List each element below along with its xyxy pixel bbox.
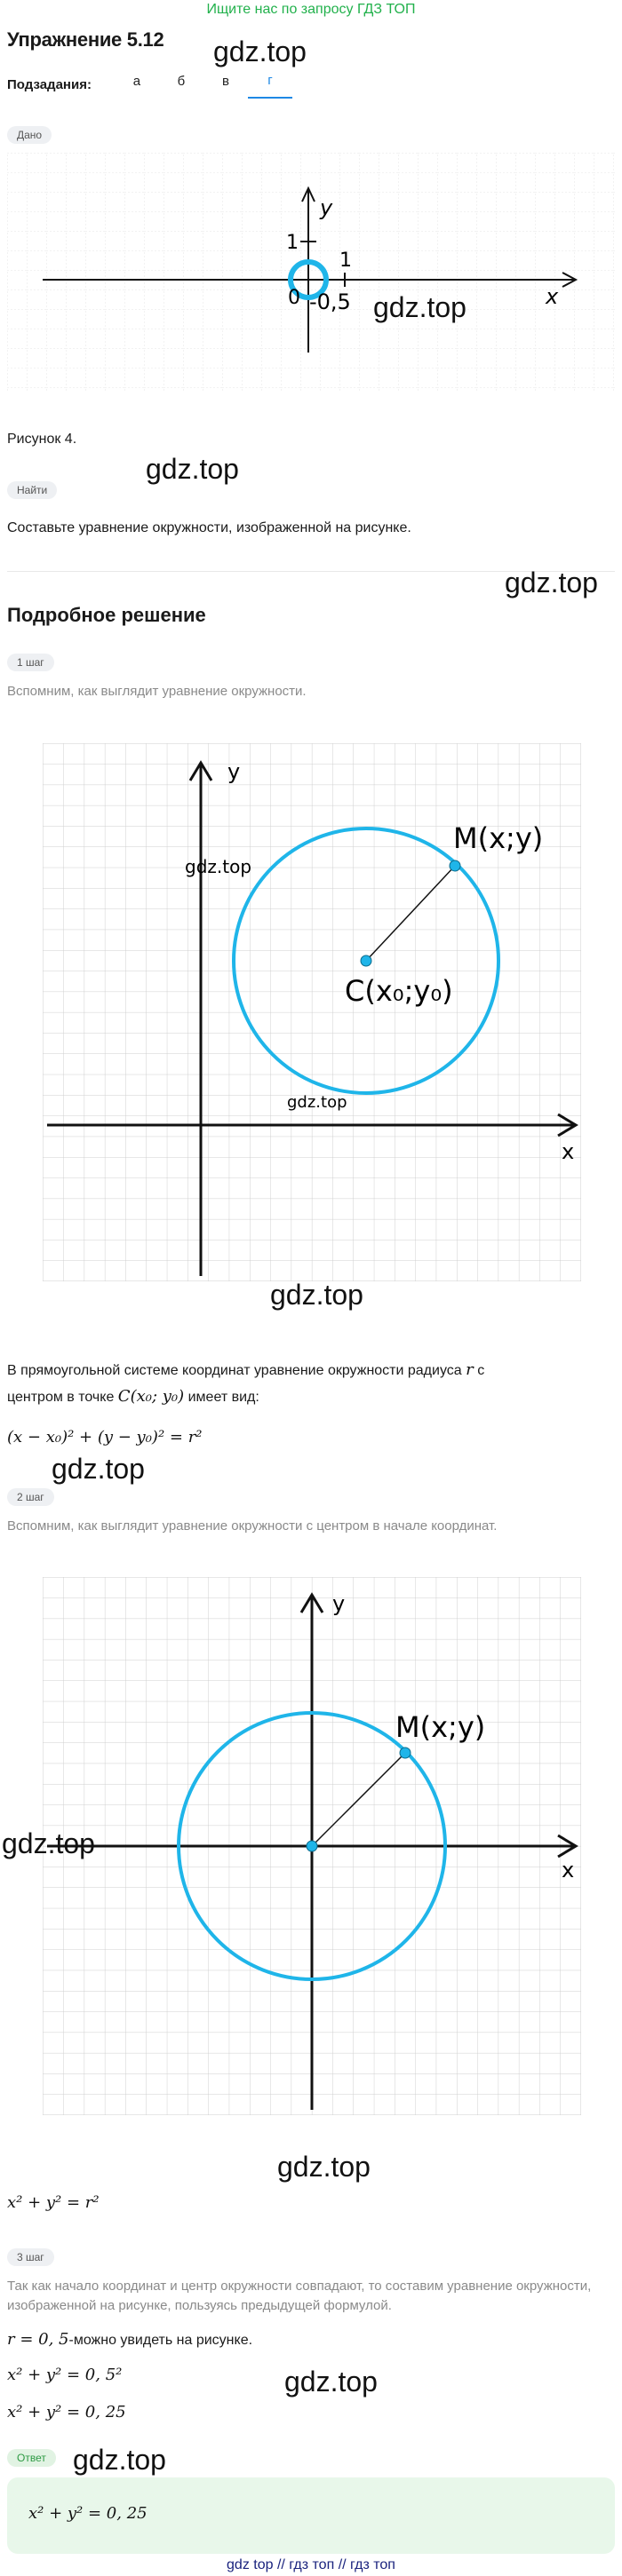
fig2-x-label: x [562,1858,575,1882]
fig2-point-label: M(x;y) [395,1710,486,1744]
equation-step-1: x² + y² = 0, 5² [7,2366,123,2384]
given-tick-y-label: 1 [286,232,299,254]
step-1-para-1: В прямоугольной системе координат уравнение окружности радиуса [7,1363,462,1378]
fig1-center-label: C(x₀;y₀) [345,974,453,1008]
step-3-pill: 3 шаг [7,2248,54,2266]
subtask-tab-b[interactable]: б [177,74,186,89]
step-1-paragraph [7,1360,484,1379]
step-1-para-point: C(x₀; y₀) [117,1387,185,1406]
subtasks-bar [7,71,292,99]
solution-title: Подробное решение [7,604,206,626]
center-point [361,955,371,966]
origin-circle-equation: x² + y² = r² [7,2193,100,2212]
watermark: gdz.top [277,2151,371,2183]
given-figure [7,153,615,392]
given-radius-label: -0,5 [309,289,351,314]
watermark: gdz.top [146,453,239,485]
given-origin-label: 0 [288,287,300,309]
figure-watermark: gdz.top [287,1093,347,1112]
subtasks-label: Подзадания: [7,77,92,92]
fig1-x-label: x [562,1139,575,1164]
step-1-figure [43,743,581,1281]
step-2-figure [43,1577,581,2115]
watermark: gdz.top [2,1827,95,1859]
step-1-para-var: r [466,1360,474,1379]
watermark: gdz.top [73,2444,166,2476]
answer-formula: x² + y² = 0, 25 [28,2504,148,2523]
step-3-text: Так как начало координат и центр окружности совпадают, то составим уравнение окружности, изображенной на рисунке, пользуясь предыдущей формулой. [7,2279,592,2313]
answer-box [7,2477,615,2554]
step-2-pill: 2 шаг [7,1488,54,1506]
footer-links[interactable]: gdz top // гдз топ // гдз топ [227,2557,395,2572]
step-1-para-4: имеет вид: [187,1390,259,1405]
watermark: gdz.top [373,291,466,323]
figure-caption: Рисунок 4. [7,432,77,447]
watermark: gdz.top [213,36,307,67]
fig1-y-label: y [227,759,241,784]
step-1-pill: 1 шаг [7,654,54,671]
circle-equation: (x − x₀)² + (y − y₀)² = r² [7,1428,203,1447]
fig2-y-label: y [332,1591,346,1616]
subtask-tab-v[interactable]: в [221,74,229,89]
step-1-para-3: центром в точке [7,1390,115,1405]
circle-point [450,860,460,871]
step-1-text: Вспомним, как выглядит уравнение окружности. [7,684,307,699]
radius-value: r = 0, 5 [7,2330,69,2349]
center-point [307,1841,317,1851]
equation-step-2: x² + y² = 0, 25 [7,2403,126,2421]
answer-pill: Ответ [7,2449,56,2467]
top-banner[interactable]: Ищите нас по запросу ГДЗ ТОП [206,2,416,17]
subtask-tab-a[interactable]: а [132,74,141,89]
watermark: gdz.top [284,2366,378,2398]
subtask-tab-g[interactable]: г [248,71,292,99]
given-pill: Дано [7,126,52,144]
fig1-point-label: M(x;y) [453,821,544,855]
given-y-label: y [320,195,333,220]
radius-line-text [7,2330,252,2349]
exercise-title: Упражнение 5.12 [7,28,164,51]
grid [7,153,615,392]
task-text: Составьте уравнение окружности, изображенной на рисунке. [7,520,411,535]
radius-explanation: -можно увидеть на рисунке. [68,2333,253,2348]
watermark: gdz.top [270,1279,363,1311]
watermark: gdz.top [52,1453,145,1485]
step-1-para-2: с [477,1363,485,1378]
circle-point [400,1748,411,1758]
step-2-text: Вспомним, как выглядит уравнение окружности с центром в начале координат. [7,1518,498,1534]
step-1-paragraph-line2 [7,1387,259,1406]
find-pill: Найти [7,481,57,499]
watermark: gdz.top [505,567,598,598]
given-tick-x-label: 1 [339,250,352,272]
figure-watermark: gdz.top [185,856,252,877]
given-x-label: x [546,284,559,309]
